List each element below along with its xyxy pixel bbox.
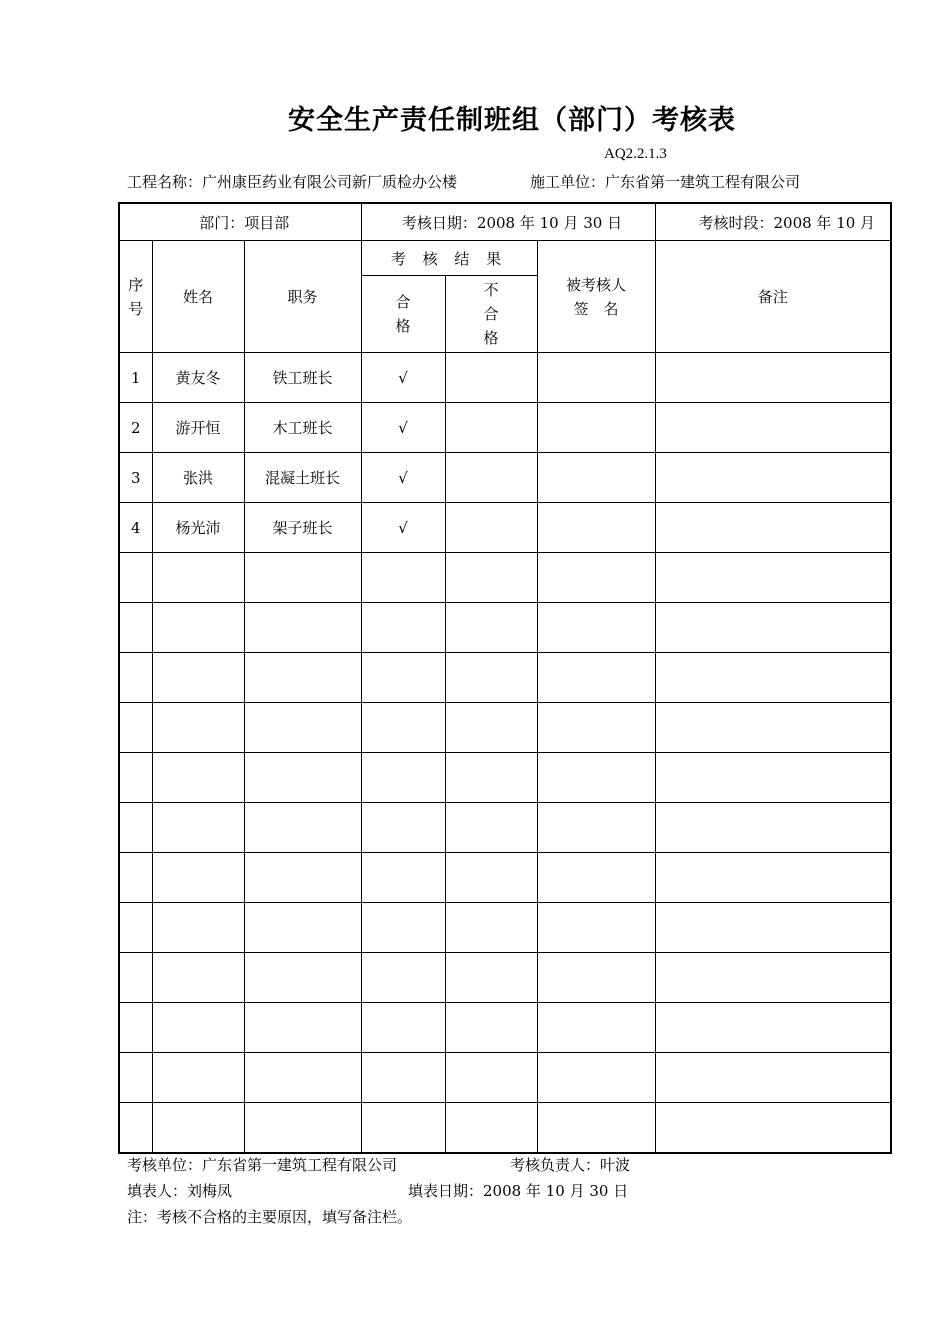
cell-pass [361,753,445,803]
cell-remarks [655,453,891,503]
cell-signature [537,903,655,953]
department-cell: 部门：项目部 [119,203,361,241]
cell-seq [119,953,152,1003]
cell-name [152,1053,244,1103]
cell-name [152,803,244,853]
table-row [119,603,891,653]
cell-remarks [655,1003,891,1053]
cell-pass: √ [361,403,445,453]
table-row [119,403,891,453]
cell-signature [537,703,655,753]
cell-fail [445,453,537,503]
cell-position: 混凝土班长 [244,453,361,503]
cell-signature [537,953,655,1003]
cell-signature [537,853,655,903]
cell-seq [119,1003,152,1053]
cell-pass [361,553,445,603]
cell-position [244,653,361,703]
review-date-cell: 考核日期：2008 年 10 月 30 日 [361,203,655,241]
cell-remarks [655,853,891,903]
table-row [119,553,891,603]
cell-signature [537,553,655,603]
table-row [119,853,891,903]
cell-name [152,653,244,703]
table-row [119,1103,891,1154]
table-row [119,503,891,553]
cell-signature [537,1103,655,1154]
cell-signature [537,403,655,453]
cell-pass [361,1053,445,1103]
cell-remarks [655,403,891,453]
cell-pass [361,603,445,653]
cell-pass [361,1103,445,1154]
cell-signature [537,653,655,703]
cell-remarks [655,753,891,803]
header-row [119,241,891,276]
cell-signature [537,803,655,853]
cell-name [152,603,244,653]
cell-seq [119,1103,152,1154]
review-unit: 考核单位：广东省第一建筑工程有限公司 [127,1156,398,1174]
cell-fail [445,603,537,653]
cell-seq [119,903,152,953]
cell-position [244,853,361,903]
cell-seq [119,853,152,903]
cell-position [244,1053,361,1103]
cell-name: 张洪 [152,453,244,503]
cell-fail [445,803,537,853]
header-signature: 被考核人 签 名 [537,241,655,353]
header-remarks: 备注 [655,241,891,353]
table-row [119,1053,891,1103]
cell-position [244,753,361,803]
cell-fail [445,1053,537,1103]
cell-name: 杨光沛 [152,503,244,553]
header-seq: 序 号 [119,241,152,353]
cell-seq [119,603,152,653]
cell-pass [361,903,445,953]
cell-seq [119,753,152,803]
cell-remarks [655,703,891,753]
cell-fail [445,403,537,453]
cell-seq [119,703,152,753]
header-result: 考 核 结 果 [361,241,537,276]
cell-remarks [655,653,891,703]
cell-position [244,1103,361,1154]
cell-pass: √ [361,353,445,403]
cell-name [152,903,244,953]
review-period-cell: 考核时段：2008 年 10 月 [655,203,891,241]
table-row [119,903,891,953]
cell-position: 架子班长 [244,503,361,553]
cell-remarks [655,553,891,603]
cell-name [152,953,244,1003]
cell-pass [361,803,445,853]
cell-remarks [655,803,891,853]
header-position: 职务 [244,241,361,353]
form-code: AQ2.2.1.3 [604,146,667,162]
cell-name [152,1003,244,1053]
cell-signature [537,453,655,503]
cell-signature [537,1003,655,1053]
cell-name [152,753,244,803]
cell-pass [361,703,445,753]
cell-fail [445,503,537,553]
cell-fail [445,953,537,1003]
review-lead: 考核负责人：叶波 [510,1156,631,1174]
cell-fail [445,753,537,803]
cell-signature [537,503,655,553]
cell-seq [119,553,152,603]
cell-seq: 2 [119,403,152,453]
cell-name: 游开恒 [152,403,244,453]
cell-fail [445,1103,537,1154]
cell-pass [361,1003,445,1053]
project-name: 工程名称：广州康臣药业有限公司新厂质检办公楼 [127,173,458,191]
table-row [119,753,891,803]
cell-fail [445,903,537,953]
cell-name: 黄友冬 [152,353,244,403]
cell-pass [361,953,445,1003]
form-title: 安全生产责任制班组（部门）考核表 [288,105,736,136]
cell-position [244,953,361,1003]
table-row [119,353,891,403]
table-row [119,703,891,753]
cell-fail [445,1003,537,1053]
cell-name [152,1103,244,1154]
cell-position [244,603,361,653]
cell-fail [445,353,537,403]
cell-pass: √ [361,453,445,503]
cell-fail [445,553,537,603]
cell-remarks [655,1103,891,1154]
cell-seq [119,803,152,853]
construction-unit: 施工单位：广东省第一建筑工程有限公司 [530,173,801,191]
cell-pass [361,853,445,903]
cell-name [152,853,244,903]
cell-position [244,1003,361,1053]
meta-row [119,203,891,241]
review-table [118,202,892,1154]
fill-date: 填表日期：2008 年 10 月 30 日 [408,1182,629,1200]
cell-fail [445,703,537,753]
cell-pass [361,653,445,703]
cell-position [244,553,361,603]
cell-signature [537,603,655,653]
cell-seq: 3 [119,453,152,503]
cell-position [244,803,361,853]
cell-signature [537,753,655,803]
table-row [119,453,891,503]
cell-signature [537,353,655,403]
cell-name [152,553,244,603]
cell-position: 木工班长 [244,403,361,453]
cell-position: 铁工班长 [244,353,361,403]
table-row [119,653,891,703]
header-name: 姓名 [152,241,244,353]
cell-seq: 1 [119,353,152,403]
cell-fail [445,853,537,903]
cell-name [152,703,244,753]
table-row [119,803,891,853]
cell-seq: 4 [119,503,152,553]
cell-position [244,703,361,753]
cell-signature [537,1053,655,1103]
filled-by: 填表人：刘梅凤 [127,1182,233,1200]
cell-seq [119,1053,152,1103]
cell-fail [445,653,537,703]
cell-remarks [655,1053,891,1103]
cell-remarks [655,503,891,553]
form-note: 注：考核不合格的主要原因，填写备注栏。 [127,1208,413,1226]
cell-remarks [655,353,891,403]
cell-seq [119,653,152,703]
cell-pass: √ [361,503,445,553]
cell-remarks [655,903,891,953]
header-fail: 不 合 格 [445,276,537,353]
cell-remarks [655,953,891,1003]
header-pass: 合 格 [361,276,445,353]
table-row [119,953,891,1003]
cell-remarks [655,603,891,653]
cell-position [244,903,361,953]
table-row [119,1003,891,1053]
